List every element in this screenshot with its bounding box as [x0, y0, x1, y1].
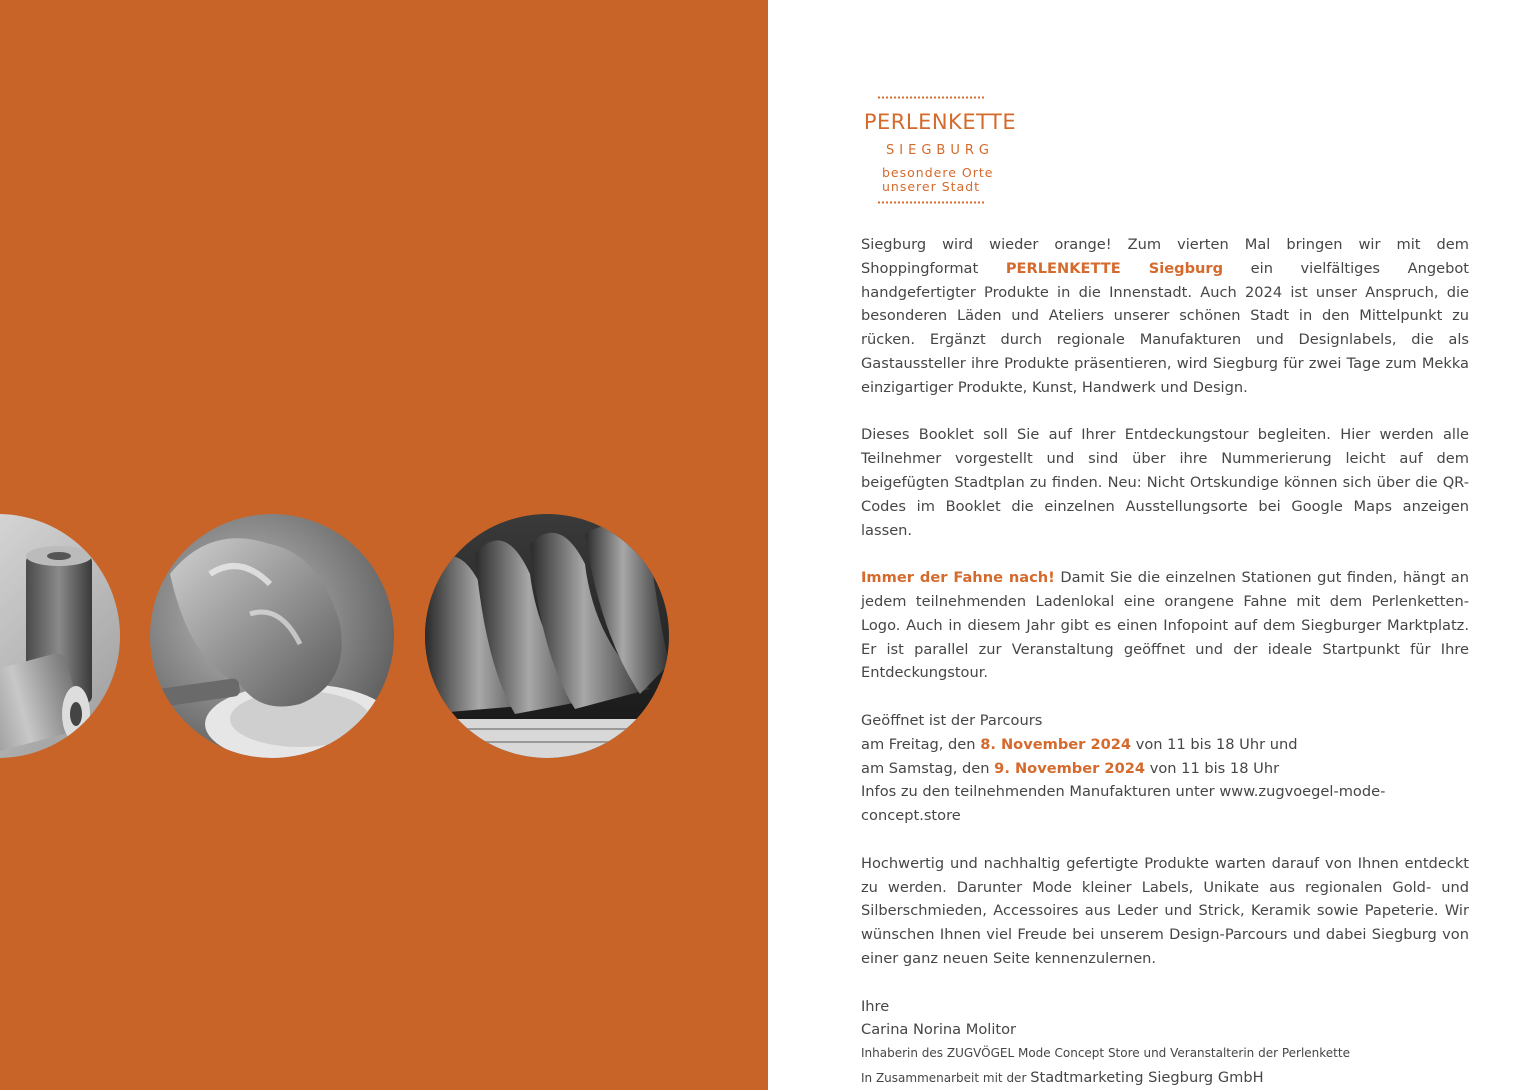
- signature-role: Inhaberin des ZUGVÖGEL Mode Concept Store und Veranstalterin der Perlenkette: [861, 1046, 1350, 1061]
- booklet-paragraph: Dieses Booklet soll Sie auf Ihrer Entdeckungstour begleiten. Hier werden alle Teilnehmer vorgestellt und sind über ihre Nummerierung leicht auf dem beigefügten Stadtplan zu finden. Neu: Nicht Ortskundige können sich über die QR-Codes im Booklet die einzelnen Ausstellungsorte bei Google Maps anzeigen lassen.: [861, 426, 1469, 539]
- intro-text-after: ein vielfältiges Angebot handgefertigter Produkte in die Innenstadt. Auch 2024 ist unser Anspruch, die besonderen Läden und Ateliers unserer schönen Stadt in den Mittelpunkt zu rücken. Ergänzt durch regionale Manufakturen und Designlabels, die als Gastaussteller ihre Produkte präsentieren, wird Siegburg für zwei Tage zum Mekka einzigartiger Produkte, Kunst, Handwerk und Design.: [861, 259, 1469, 396]
- logo-tagline: [882, 166, 1002, 194]
- friday-prefix: am Freitag, den: [861, 735, 981, 753]
- products-paragraph: Hochwertig und nachhaltig gefertigte Produkte warten darauf von Ihnen entdeckt zu werden. Darunter Mode kleiner Labels, Unikate aus regionalen Gold- und Silberschmieden, Accessoires aus Leder und Strick, Keramik sowie Papeterie. Wir wünschen Ihnen viel Freude bei unserem Design-Parcours und dabei Siegburg von einer ganz neuen Seite kennenzulernen.: [861, 854, 1469, 967]
- signature-block: [861, 995, 1469, 1091]
- partner-name: Stadtmarketing Siegburg GmbH: [1030, 1068, 1264, 1086]
- intro-highlight: PERLENKETTE Siegburg: [1005, 259, 1224, 277]
- signature-name: Carina Norina Molitor: [861, 1021, 1017, 1039]
- friday-suffix: von 11 bis 18 Uhr und: [1131, 735, 1298, 753]
- hours-paragraph: [861, 709, 1469, 828]
- logo-tagline-line-2: unserer Stadt: [882, 179, 981, 194]
- text-panel: [768, 0, 1536, 1090]
- signature-greeting: Ihre: [861, 997, 890, 1015]
- body-text: [861, 233, 1469, 1091]
- flag-paragraph: [861, 566, 1469, 685]
- intro-paragraph: [861, 233, 1469, 400]
- logo-title: PERLENKETTE: [863, 110, 1017, 134]
- saturday-suffix: von 11 bis 18 Uhr: [1145, 759, 1280, 777]
- shoe-lasts-photo: [425, 514, 669, 758]
- thread-spools-photo: [0, 514, 120, 758]
- logo-subtitle: SIEGBURG: [886, 143, 994, 158]
- perlenkette-logo: [860, 94, 1030, 210]
- friday-date: 8. November 2024: [980, 735, 1132, 753]
- orange-panel: [0, 0, 768, 1090]
- logo-tagline-line-1: besondere Orte: [882, 165, 994, 180]
- logo-dotted-line-bottom: [877, 201, 985, 204]
- logo-dotted-line-top: [877, 96, 985, 99]
- partner-prefix: In Zusammenarbeit mit der: [861, 1070, 1031, 1085]
- hours-saturday: [861, 757, 1469, 781]
- flag-highlight: Immer der Fahne nach!: [861, 569, 1055, 587]
- pottery-hands-photo: [150, 514, 394, 758]
- hours-intro: Geöffnet ist der Parcours: [861, 711, 1043, 729]
- hours-friday: [861, 733, 1469, 757]
- saturday-date: 9. November 2024: [994, 759, 1146, 777]
- intro-text-before: Siegburg wird wieder orange! Zum vierten Mal bringen wir mit dem Shoppingformat: [861, 236, 1469, 277]
- saturday-prefix: am Samstag, den: [861, 759, 995, 777]
- hours-info: Infos zu den teilnehmenden Manufakturen unter www.zugvoegel-mode-concept.store: [861, 783, 1386, 825]
- flag-text: Damit Sie die einzelnen Stationen gut finden, hängt an jedem teilnehmenden Ladenlokal eine orangene Fahne mit dem Perlenketten-Logo. Auch in diesem Jahr gibt es einen Infopoint auf dem Siegburger Marktplatz. Er ist parallel zur Veranstaltung geöffnet und der ideale Startpunkt für Ihre Entdeckungstour.: [861, 569, 1469, 682]
- signature-partner: [861, 1066, 1469, 1091]
